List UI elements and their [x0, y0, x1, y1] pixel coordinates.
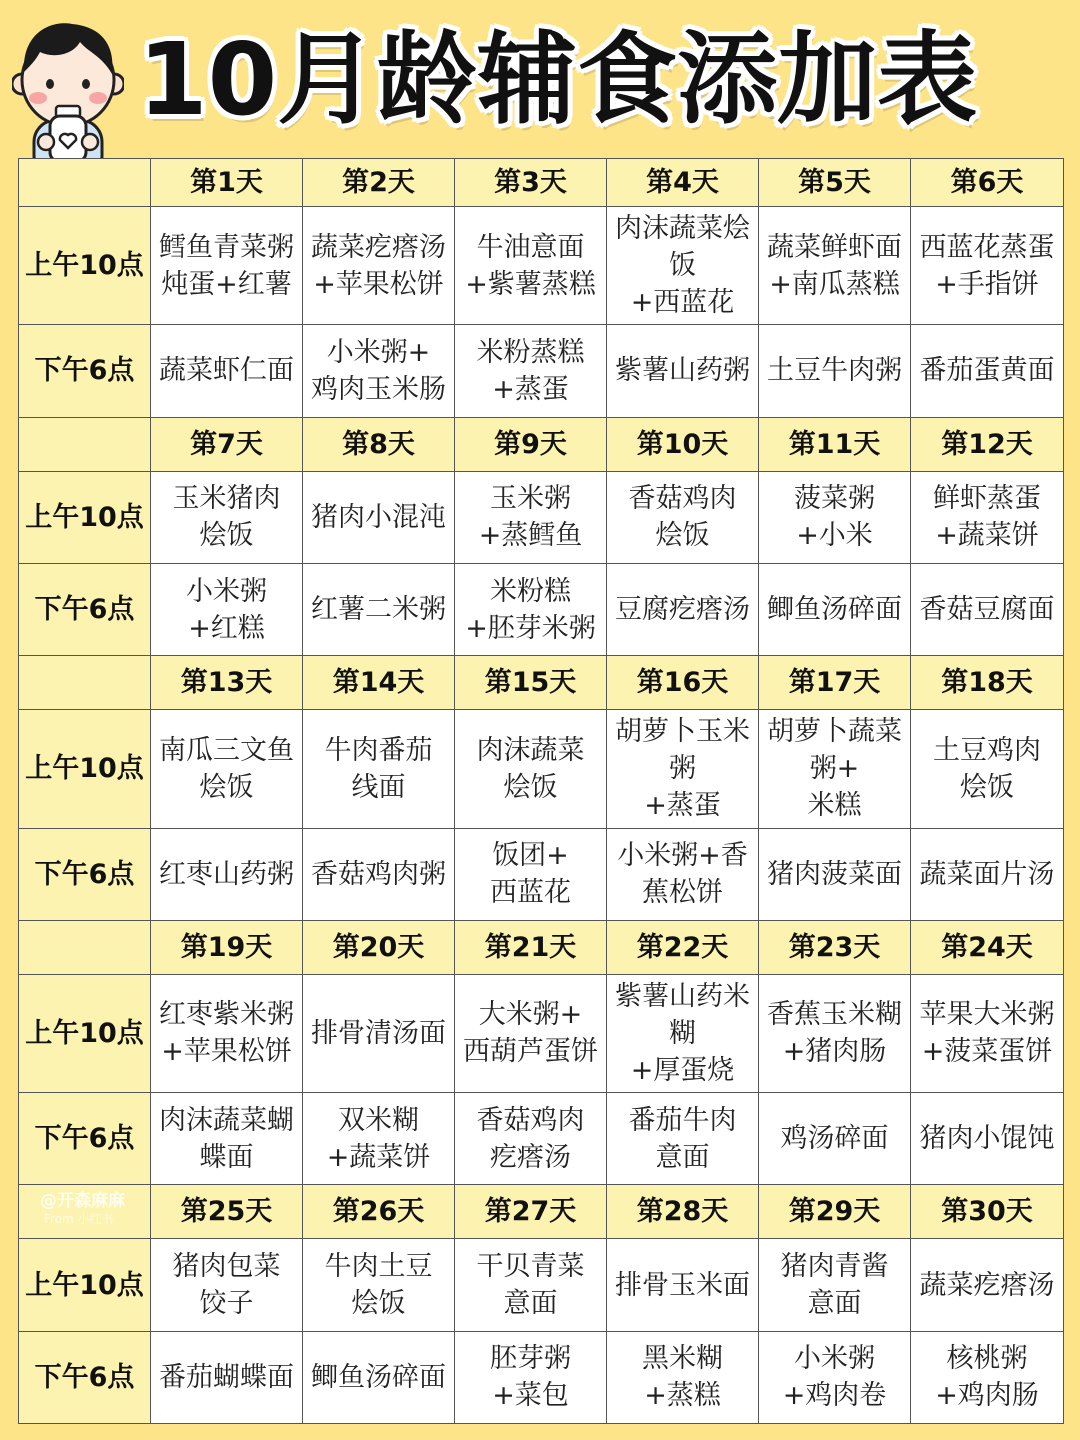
- meal-text: 排骨清汤面: [311, 1017, 446, 1049]
- meal-cell: [303, 1331, 455, 1423]
- meal-text: 排骨玉米面: [615, 1269, 750, 1301]
- day-header: 第13天: [151, 656, 303, 710]
- day-header: 第11天: [759, 417, 911, 471]
- meal-cell: [911, 325, 1064, 417]
- meal-cell: [759, 974, 911, 1092]
- evening-meal-row: [19, 325, 1064, 417]
- meal-cell: [303, 325, 455, 417]
- evening-meal-row: [19, 1093, 1064, 1185]
- meal-cell: [911, 710, 1064, 828]
- meal-cell: [911, 828, 1064, 920]
- meal-cell: [455, 974, 607, 1092]
- meal-cell: [303, 710, 455, 828]
- meal-text: 鲫鱼汤碎面: [311, 1361, 446, 1393]
- morning-meal-row: [19, 710, 1064, 828]
- meal-text: 猪肉小馄饨: [919, 1123, 1055, 1155]
- meal-cell: [303, 974, 455, 1092]
- meal-cell: [151, 207, 303, 325]
- meal-text: 红枣山药粥: [159, 858, 294, 890]
- meal-cell: [759, 1093, 911, 1185]
- meal-text: 牛肉土豆 烩饭: [324, 1251, 433, 1320]
- meal-cell: [455, 710, 607, 828]
- meal-text: 牛肉番茄 线面: [324, 734, 433, 803]
- meal-cell: [759, 563, 911, 655]
- meal-cell: [303, 1093, 455, 1185]
- day-header: 第10天: [607, 417, 759, 471]
- meal-cell: [759, 1331, 911, 1423]
- meal-cell: [759, 471, 911, 563]
- meal-text: 红枣紫米粥 +苹果松饼: [159, 999, 294, 1068]
- meal-cell: [607, 207, 759, 325]
- day-header: 第2天: [303, 159, 455, 207]
- meal-text: 猪肉青酱 意面: [780, 1251, 889, 1320]
- meal-text: 香蕉玉米糊 +猪肉肠: [767, 999, 902, 1068]
- morning-time-label: 上午10点: [19, 974, 151, 1092]
- morning-meal-row: [19, 207, 1064, 325]
- meal-cell: [607, 710, 759, 828]
- meal-cell: [911, 1093, 1064, 1185]
- meal-text: 鳕鱼青菜粥 炖蛋+红薯: [159, 231, 294, 300]
- meal-cell: [151, 974, 303, 1092]
- meal-text: 猪肉包菜 饺子: [172, 1251, 281, 1320]
- day-header: 第18天: [911, 656, 1064, 710]
- meal-text: 肉沫蔬菜 烩饭: [476, 734, 585, 803]
- meal-text: 鲜虾蒸蛋 +蔬菜饼: [933, 483, 1041, 552]
- corner-cell: [19, 417, 151, 471]
- day-header: 第15天: [455, 656, 607, 710]
- meal-cell: [151, 563, 303, 655]
- meal-text: 番茄蝴蝶面: [159, 1361, 294, 1393]
- day-header: 第9天: [455, 417, 607, 471]
- day-header: 第19天: [151, 920, 303, 974]
- schedule-body: [19, 159, 1064, 1424]
- meal-cell: [151, 1239, 303, 1331]
- meal-text: 南瓜三文鱼 烩饭: [159, 734, 294, 803]
- meal-cell: [607, 1331, 759, 1423]
- meal-text: 土豆鸡肉 烩饭: [933, 734, 1041, 803]
- page-title: 10月龄辅食添加表: [138, 21, 978, 138]
- meal-text: 鲫鱼汤碎面: [767, 594, 902, 625]
- meal-text: 胡萝卜玉米 粥 +蒸蛋: [615, 716, 750, 822]
- meal-text: 豆腐疙瘩汤: [615, 594, 750, 625]
- day-header-row: [19, 417, 1064, 471]
- day-header: 第23天: [759, 920, 911, 974]
- day-header: 第28天: [607, 1185, 759, 1239]
- evening-meal-row: [19, 1331, 1064, 1423]
- meal-text: 蔬菜疙瘩汤: [919, 1269, 1055, 1301]
- meal-text: 双米糊 +蔬菜饼: [326, 1104, 431, 1173]
- meal-text: 蔬菜虾仁面: [159, 355, 294, 387]
- meal-text: 小米粥 +鸡肉卷: [782, 1343, 887, 1412]
- meal-cell: [911, 207, 1064, 325]
- meal-text: 香菇鸡肉 疙瘩汤: [476, 1104, 585, 1173]
- meal-text: 猪肉小混沌: [311, 501, 446, 533]
- meal-cell: [455, 563, 607, 655]
- evening-time-label: 下午6点: [19, 828, 151, 920]
- meal-text: 苹果大米粥 +菠菜蛋饼: [919, 999, 1055, 1068]
- morning-meal-row: [19, 1239, 1064, 1331]
- day-header-row: [19, 1185, 1064, 1239]
- day-header-row: [19, 920, 1064, 974]
- day-header: 第12天: [911, 417, 1064, 471]
- meal-cell: [151, 1331, 303, 1423]
- day-header: 第16天: [607, 656, 759, 710]
- evening-meal-row: [19, 563, 1064, 655]
- meal-cell: [455, 1093, 607, 1185]
- meal-cell: [911, 471, 1064, 563]
- meal-text: 土豆牛肉粥: [767, 355, 902, 387]
- meal-text: 小米粥+香 蕉松饼: [617, 840, 748, 909]
- meal-cell: [303, 471, 455, 563]
- meal-cell: [759, 1239, 911, 1331]
- meal-cell: [759, 828, 911, 920]
- day-header: 第21天: [455, 920, 607, 974]
- meal-cell: [607, 828, 759, 920]
- feeding-schedule-table: [18, 158, 1064, 1424]
- day-header: 第24天: [911, 920, 1064, 974]
- day-header: 第17天: [759, 656, 911, 710]
- meal-cell: [151, 828, 303, 920]
- meal-cell: [759, 325, 911, 417]
- meal-text: 米粉蒸糕 +蒸蛋: [476, 336, 585, 405]
- meal-text: 香菇鸡肉 烩饭: [628, 483, 737, 552]
- morning-meal-row: [19, 974, 1064, 1092]
- meal-cell: [607, 1093, 759, 1185]
- meal-text: 猪肉菠菜面: [767, 858, 902, 890]
- watermark: [4, 1190, 154, 1240]
- meal-cell: [911, 1239, 1064, 1331]
- meal-cell: [607, 563, 759, 655]
- day-header: 第6天: [911, 159, 1064, 207]
- meal-text: 蔬菜面片汤: [919, 858, 1055, 890]
- morning-time-label: 上午10点: [19, 1239, 151, 1331]
- day-header: 第22天: [607, 920, 759, 974]
- meal-text: 番茄牛肉 意面: [628, 1104, 737, 1173]
- day-header: 第8天: [303, 417, 455, 471]
- day-header: 第1天: [151, 159, 303, 207]
- day-header: 第29天: [759, 1185, 911, 1239]
- meal-cell: [455, 1239, 607, 1331]
- meal-text: 玉米猪肉 烩饭: [172, 483, 281, 552]
- meal-cell: [303, 207, 455, 325]
- day-header: 第4天: [607, 159, 759, 207]
- meal-cell: [151, 710, 303, 828]
- corner-cell: [19, 920, 151, 974]
- meal-cell: [911, 563, 1064, 655]
- evening-time-label: 下午6点: [19, 1331, 151, 1423]
- meal-text: 番茄蛋黄面: [919, 355, 1055, 387]
- day-header: 第26天: [303, 1185, 455, 1239]
- header: [0, 0, 1080, 160]
- morning-time-label: 上午10点: [19, 207, 151, 325]
- meal-cell: [455, 828, 607, 920]
- meal-cell: [151, 471, 303, 563]
- corner-cell: [19, 656, 151, 710]
- meal-text: 西蓝花蒸蛋 +手指饼: [919, 231, 1055, 300]
- meal-cell: [303, 828, 455, 920]
- meal-text: 肉沫蔬菜蝴 蝶面: [159, 1104, 294, 1173]
- meal-cell: [607, 1239, 759, 1331]
- day-header: 第25天: [151, 1185, 303, 1239]
- meal-text: 小米粥+ 鸡肉玉米肠: [311, 336, 446, 405]
- meal-text: 大米粥+ 西葫芦蛋饼: [463, 999, 598, 1068]
- meal-text: 胡萝卜蔬菜 粥+ 米糕: [767, 716, 902, 822]
- meal-cell: [607, 974, 759, 1092]
- meal-text: 黑米糊 +蒸糕: [642, 1343, 723, 1412]
- day-header: 第30天: [911, 1185, 1064, 1239]
- meal-text: 菠菜粥 +小米: [794, 483, 875, 552]
- meal-cell: [455, 471, 607, 563]
- day-header: 第3天: [455, 159, 607, 207]
- day-header: 第20天: [303, 920, 455, 974]
- meal-cell: [607, 471, 759, 563]
- meal-text: 红薯二米粥: [311, 594, 446, 625]
- meal-cell: [455, 1331, 607, 1423]
- day-header: 第27天: [455, 1185, 607, 1239]
- meal-text: 米粉糕 +胚芽米粥: [465, 575, 596, 644]
- meal-text: 香菇鸡肉粥: [311, 858, 446, 890]
- meal-text: 紫薯山药粥: [615, 355, 750, 387]
- day-header-row: [19, 159, 1064, 207]
- meal-cell: [455, 207, 607, 325]
- meal-text: 香菇豆腐面: [919, 594, 1055, 625]
- meal-cell: [759, 710, 911, 828]
- evening-meal-row: [19, 828, 1064, 920]
- meal-text: 核桃粥 +鸡肉肠: [935, 1343, 1039, 1412]
- watermark-handle: @开森麻麻: [40, 1191, 125, 1211]
- meal-cell: [911, 974, 1064, 1092]
- watermark-source: From 小红书: [44, 1212, 114, 1226]
- evening-time-label: 下午6点: [19, 563, 151, 655]
- day-header: 第14天: [303, 656, 455, 710]
- meal-text: 饭团+ 西蓝花: [490, 840, 571, 909]
- meal-text: 玉米粥 +蒸鳕鱼: [478, 483, 583, 552]
- meal-text: 胚芽粥 +菜包: [490, 1343, 571, 1412]
- meal-cell: [151, 325, 303, 417]
- meal-cell: [303, 563, 455, 655]
- morning-time-label: 上午10点: [19, 710, 151, 828]
- morning-time-label: 上午10点: [19, 471, 151, 563]
- evening-time-label: 下午6点: [19, 1093, 151, 1185]
- day-header: 第7天: [151, 417, 303, 471]
- meal-text: 牛油意面 +紫薯蒸糕: [465, 231, 596, 300]
- day-header-row: [19, 656, 1064, 710]
- meal-cell: [759, 207, 911, 325]
- meal-text: 干贝青菜 意面: [476, 1251, 585, 1320]
- meal-cell: [455, 325, 607, 417]
- evening-time-label: 下午6点: [19, 325, 151, 417]
- meal-text: 肉沫蔬菜烩 饭 +西蓝花: [615, 213, 750, 319]
- meal-text: 鸡汤碎面: [780, 1123, 889, 1155]
- meal-cell: [151, 1093, 303, 1185]
- corner-cell: [19, 159, 151, 207]
- morning-meal-row: [19, 471, 1064, 563]
- meal-cell: [607, 325, 759, 417]
- meal-text: 蔬菜疙瘩汤 +苹果松饼: [311, 231, 446, 300]
- meal-cell: [911, 1331, 1064, 1423]
- meal-text: 蔬菜鲜虾面 +南瓜蒸糕: [767, 231, 902, 300]
- day-header: 第5天: [759, 159, 911, 207]
- meal-text: 紫薯山药米 糊 +厚蛋烧: [615, 980, 750, 1086]
- meal-cell: [303, 1239, 455, 1331]
- meal-text: 小米粥 +红糕: [186, 575, 267, 644]
